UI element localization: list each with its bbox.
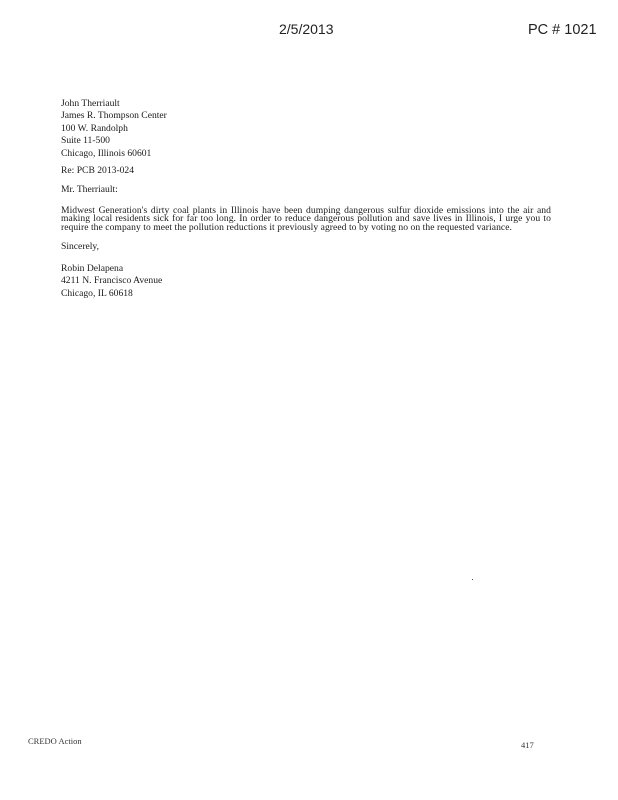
recipient-address bbox=[61, 98, 551, 160]
salutation: Mr. Therriault: bbox=[61, 184, 118, 196]
pc-number: PC # 1021 bbox=[528, 22, 597, 38]
closing: Sincerely, bbox=[61, 240, 100, 252]
footer-page-number: 417 bbox=[521, 740, 534, 750]
sender-city: Chicago, IL 60618 bbox=[61, 287, 133, 299]
sender-address bbox=[61, 263, 551, 300]
recipient-suite: Suite 11-500 bbox=[61, 135, 110, 147]
scan-speck bbox=[472, 579, 473, 580]
recipient-city: Chicago, Illinois 60601 bbox=[61, 147, 152, 159]
recipient-org: James R. Thompson Center bbox=[61, 110, 167, 122]
body-paragraph: Midwest Generation's dirty coal plants in Illinois have been dumping dangerous sulfur dioxide emissions into the air and making local residents sick for far too long. In order to reduce dangerous pollution and save lives in Illinois, I urge you to require the company to meet the pollution reductions it previously agreed to by voting no on the requested variance. bbox=[61, 204, 551, 234]
sender-street: 4211 N. Francisco Avenue bbox=[61, 275, 163, 287]
recipient-street: 100 W. Randolph bbox=[61, 122, 128, 134]
reference-line: Re: PCB 2013-024 bbox=[61, 165, 135, 177]
recipient-name: John Therriault bbox=[61, 98, 120, 109]
sender-name: Robin Delapena bbox=[61, 263, 124, 275]
footer-source: CREDO Action bbox=[28, 736, 82, 746]
document-date: 2/5/2013 bbox=[279, 21, 334, 37]
letter-body bbox=[61, 98, 551, 300]
